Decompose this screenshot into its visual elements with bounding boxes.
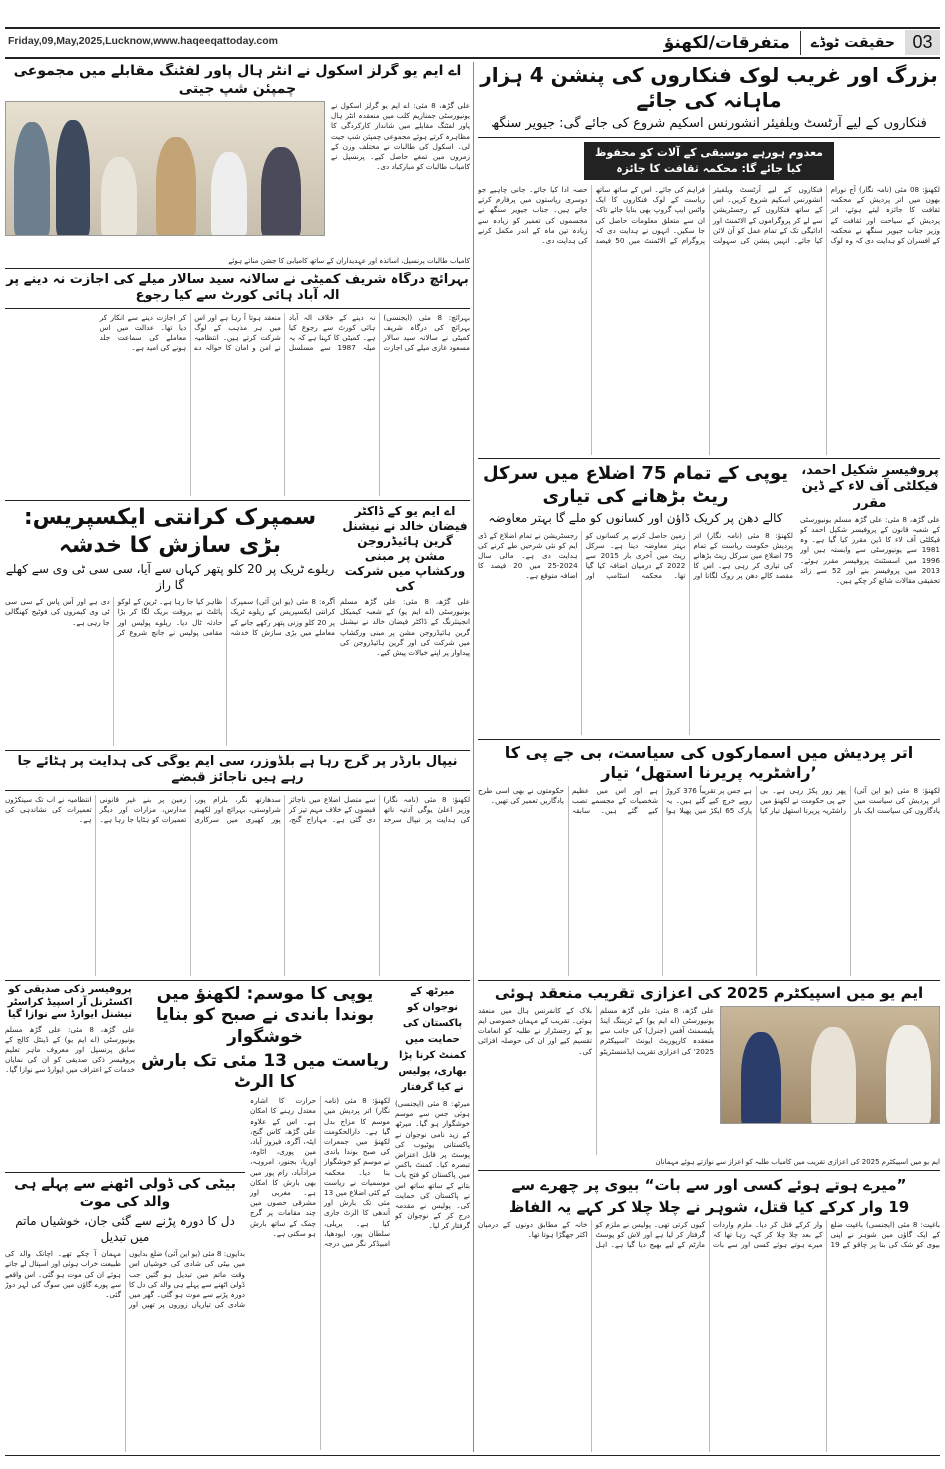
masthead <box>664 30 940 55</box>
headline-faizan: اے ایم یو کے ڈاکٹر فیضان خالد نے نیشنل گرین ہائیڈروجن مشن پر مبنی ورکشاپ میں شرکت کی <box>342 504 468 593</box>
headline-sampark: سمپرک کرانتی ایکسپریس: بڑی سازش کا خدشہ <box>23 505 317 558</box>
article-circle-rate <box>478 463 793 735</box>
person-figure <box>14 122 50 236</box>
person-figure <box>261 147 301 236</box>
article-body-dean: علی گڑھ، 8 مئی: علی گڑھ مسلم یونیورسٹی کے شعبہ قانون کے پروفیسر شکیل احمد کو فیکلٹی آف لاء کا ڈین مقرر کیا گیا ہے۔ وہ 1981 سے یونیورسٹی سے وابستہ ہیں اور 1996 میں اسسٹنٹ پروفیسر مقرر ہوئے۔ 2013 میں پروفیسر بنے اور 52 سے زائد تحقیقی مقالات شائع کر چکے ہیں۔ <box>800 514 940 585</box>
article-body-pension: لکھنؤ: 08 مئی (نامہ نگار) آج نورام بھون میں اتر پردیش کے محکمہ ثقافت کا جائزہ لیتے ہوئے، اتر پردیش کے سیاحت اور ثقافت کے وزیر جناب جیویر سنگھ نے محکمہ کے افسران کو ہدایت دی کہ وہ لوک فنکاروں کے لیے آرٹسٹ ویلفیئر انشورنس اسکیم شروع کریں۔ اس کے ساتھ فنکاروں کے رجسٹریشن سے لے کر پروگراموں کے الاٹمنٹ اور ادائیگی تک کے تمام عمل کو آن لائن کیا جائے۔ انہیں پنشن کی سہولت فراہم کی جائے۔ اس کے ساتھ ساتھ ریاست کے لوک فنکاروں کا ایک واٹس ایپ گروپ بھی بنایا جائے تاکہ ان سے متعلق معلومات حاصل کی جا سکیں۔ انہوں نے ہدایت دی کہ پروگرام کے الاٹمنٹ میں 50 فیصد حصہ ادا کیا جائے۔ جانی چاہیے جو دوسری ریاستوں میں پرفارم کرتے جاتے ہیں۔ جناب جیویر سنگھ نے مجسموں کی تعمیر کو زیادہ سے زیادہ تین ماہ کے اندر مکمل کرنے کی ہدایت دی۔ <box>478 184 940 245</box>
article-dean <box>800 463 940 735</box>
article-memorials <box>478 743 940 976</box>
article-body-weather: لکھنؤ: 8 مئی (نامہ نگار) اتر پردیش میں موسم کا مزاج بدل گیا ہے۔ دارالحکومت لکھنؤ میں جمعرات کی صبح بوندا باندی نے موسم کو خوشگوار بنا دیا۔ محکمہ موسمیات نے ریاست کے کئی اضلاع میں 13 مئی تک بارش اور آندھی کا الرٹ جاری کیا ہے۔ بریلی، سلطان پور، ایودھیا، امبیڈکر نگر میں درجہ حرارت کا اشارہ معتدل رہنے کا امکان ہے۔ اس کے علاوہ علی گڑھ، کاس گنج، ایٹہ، آگرہ، فیروز آباد، مین پوری، اٹاوہ، اوریا، بجنور، امروہہ، مرادآباد، رام پور میں بھی بارش کا امکان ہے۔ مغربی اور مشرقی حصوں میں چند مقامات پر گرج چمک کے ساتھ بارش ہو سکتی ہے۔ <box>250 1096 390 1249</box>
header-bottom-rule <box>5 57 940 59</box>
divider <box>478 980 940 981</box>
article-doli <box>5 1176 245 1452</box>
article-body-nepal: لکھنؤ: 8 مئی (نامہ نگار) وزیر اعلیٰ یوگی آدتیہ ناتھ کی ہدایت پر نیپال سرحد سے متصل اضلاع میں ناجائز قبضوں کے خلاف مہم تیز کر دی گئی ہے۔ مہاراج گنج، سدھارتھ نگر، بلرام پور، شراوستی، بہرائچ اور لکھیم پور کھیری میں سرکاری زمین پر بنے غیر قانونی مدارس، مزارات اور دیگر تعمیرات کو ہٹایا جا رہا ہے۔ انتظامیہ نے اب تک سینکڑوں تعمیرات کی نشاندہی کی ہے۔ <box>5 794 470 824</box>
headline-bahraich: بہرائچ درگاہ شریف کمیٹی نے سالانہ سید سالار میلے کی اجازت نہ دینے پر الہ آباد ہائی کورٹ سے کیا رجوع <box>6 272 469 304</box>
article-body-girls-school: علی گڑھ، 8 مئی: اے ایم یو گرلز اسکول نے یونیورسٹی جمنازیم کلب میں منعقدہ انٹر ہال پاور لفٹنگ مقابلے میں شاندار کارکردگی کا مظاہرہ کرتے ہوئے مجموعی چمپئن شپ جیت لی۔ اسکول کی طالبات نے مختلف وزن کے زمروں میں تمغے حاصل کیے۔ پرنسپل نے کامیاب طالبات کو مبارکباد دی۔ <box>331 101 470 172</box>
person-figure <box>156 137 196 236</box>
divider <box>478 739 940 740</box>
top-rule <box>5 27 940 29</box>
subhead-husband: 19 وار کرکے کیا قتل، شوہر نے چلا چلا کر کہے یہ الفاظ <box>508 1197 910 1216</box>
masthead-logo: حقیقت ٹوڈے <box>810 34 895 51</box>
article-sampark <box>5 504 335 746</box>
divider <box>5 790 470 791</box>
subhead-weather: ریاست میں 13 مئی تک بارش کا الرٹ <box>141 1050 389 1092</box>
article-body-meerut: میرٹھ: 8 مئی (ایجنسی) ہوئی جس سے موسم خوشگوار ہو گیا۔ میرٹھ کے زید نامی نوجوان نے پاکستانی یوٹیوب کی پوسٹ پر قابل اعتراض تبصرہ کیا۔ کمنٹ باکس میں پاکستان کو فتح یاب بتانے کے ساتھ ساتھ اس نے پاکستان کی حمایت کی۔ پولیس نے مقدمہ درج کر کے نوجوان کو گرفتار کر لیا۔ <box>395 1099 470 1231</box>
headline-weather: یوپی کا موسم: لکھنؤ میں بوندا باندی نے صبح کو بنایا خوشگوار <box>155 984 375 1047</box>
headline-pension: بزرگ اور غریب لوک فنکاروں کی پنشن 4 ہزار ماہانہ کی جائے <box>480 63 938 112</box>
headline-doli: بیٹی کی ڈولی اٹھنے سے پہلے ہی والد کی موت <box>14 1176 236 1210</box>
headline-spectrum: ایم یو میں اسپیکٹرم 2025 کی اعزازی تقریب منعقد ہوئی <box>494 984 924 1002</box>
divider <box>5 268 470 269</box>
subhead-circle-rate: کالے دھن پر کریک ڈاؤن اور کسانوں کو ملے گا بہتر معاوضہ <box>488 511 783 525</box>
article-body-memorials: لکھنؤ: 8 مئی (یو این آئی) اتر پردیش کی سیاست میں یادگاروں کی سیاست ایک بار پھر زور پکڑ رہی ہے۔ بی جے پی حکومت نے لکھنؤ میں راشٹریہ پریرنا استھل تیار کیا ہے جس پر تقریباً 376 کروڑ روپے خرچ کیے گئے ہیں۔ یہ پارک 65 ایکڑ میں پھیلا ہوا ہے اور اس میں عظیم شخصیات کے مجسمے نصب کیے گئے ہیں۔ سابقہ حکومتوں نے بھی اسی طرح یادگاریں تعمیر کی تھیں۔ <box>478 786 940 816</box>
article-bahraich <box>5 272 470 496</box>
article-body-sampark: آگرہ: 8 مئی (یو این آئی) سمپرک کرانتی ایکسپریس کے ریلوے ٹریک پر 20 کلو وزنی پتھر رکھے جانے کے معاملے میں بڑی سازش کا خدشہ ظاہر کیا جا رہا ہے۔ ٹرین کے لوکو پائلٹ نے بروقت بریک لگا کر بڑا حادثہ ٹال دیا۔ ریلوے پولیس اور مقامی پولیس نے جانچ شروع کر دی ہے اور آس پاس کے سی سی ٹی وی کیمروں کی فوٹیج کھنگالی جا رہی ہے۔ <box>5 597 335 637</box>
subhead-doli: دل کا دورہ پڑنے سے گئی جان، خوشیاں ماتم میں تبدیل <box>15 1214 235 1244</box>
person-figure <box>56 120 90 236</box>
article-girls-school <box>5 63 470 266</box>
article-body-zaki: علی گڑھ، 8 مئی: علی گڑھ مسلم یونیورسٹی (اے ایم یو) کے ڈینٹل کالج کے سابق پرنسپل اور معروف ماہر تعلیم پروفیسر ذکی صدیقی کو ان کی نمایاں خدمات کے اعتراف میں ایوارڈ سے نوازا گیا۔ <box>5 1024 135 1075</box>
person-figure <box>211 152 247 236</box>
article-pension <box>478 63 940 455</box>
subhead-sampark: ریلوے ٹریک پر 20 کلو پتھر کہاں سے آیا، سی سی ٹی وی سے کھلے گا راز <box>5 562 335 592</box>
divider <box>5 1172 245 1173</box>
article-body-bahraich: بہرائچ: 8 مئی (ایجنسی) بہرائچ کی درگاہ شریف کمیٹی نے سالانہ سید سالار مسعود غازی میلے کی اجازت نہ دینے کے خلاف الہ آباد ہائی کورٹ سے رجوع کیا ہے۔ کمیٹی کا کہنا ہے کہ یہ میلہ 1987 سے مسلسل منعقد ہوتا آ رہا ہے اور اس میں ہر مذہب کے لوگ شرکت کرتے ہیں۔ انتظامیہ نے امن و امان کا حوالہ دے کر اجازت دینے سے انکار کر دیا تھا۔ عدالت میں اس معاملے کی سماعت جلد ہونے کی امید ہے۔ <box>99 312 470 353</box>
person-figure <box>811 1027 856 1124</box>
article-body-faizan: علی گڑھ، 8 مئی: علی گڑھ مسلم یونیورسٹی (اے ایم یو) کے شعبہ کیمیکل انجینئرنگ کے ڈاکٹر فیضان خالد نے نیشنل گرین ہائیڈروجن مشن پر مبنی ورکشاپ میں شرکت کی اور گرین ہائیڈروجن کی پیداوار پر اپنے خیالات پیش کیے۔ <box>340 597 470 658</box>
page-number: 03 <box>905 30 940 55</box>
divider <box>5 500 470 501</box>
article-husband <box>478 1176 940 1452</box>
article-body-circle-rate: لکھنؤ: 8 مئی (نامہ نگار) اتر پردیش حکومت ریاست کے تمام 75 اضلاع میں سرکل ریٹ بڑھانے کی تیاری کر رہی ہے۔ اس کا مقصد کالے دھن پر روک لگانا اور زمین حاصل کرنے پر کسانوں کو بہتر معاوضہ دینا ہے۔ سرکل ریٹ میں آخری بار 2015 سے 2022 کے درمیان اضافہ کیا گیا تھا۔ محکمہ اسٹامپ اور رجسٹریشن نے تمام اضلاع کے ڈی ایم کو نئی شرحیں طے کرنے کی ہدایت دی ہے۔ مالی سال 2024-25 میں 20 فیصد کا اضافہ متوقع ہے۔ <box>478 530 793 581</box>
headline-nepal: نیپال بارڈر پر گرج رہا ہے بلڈوزر، سی ایم یوگی کی ہدایت پر ہٹائے جا رہے ہیں ناجائز قبضے <box>17 754 458 786</box>
headline-girls-school: اے ایم یو گرلز اسکول نے انٹر ہال پاور لفٹنگ مقابلے میں مجموعی چمپئن شپ جیتی <box>13 63 462 97</box>
column-divider <box>473 62 474 1452</box>
headline-memorials: اتر پردیش میں اسمارکوں کی سیاست، بی جے پی کا ’راشٹریہ پریرنا استھل‘ تیار <box>504 743 914 782</box>
headline-circle-rate: یوپی کے تمام 75 اضلاع میں سرکل ریٹ بڑھانے کی تیاری <box>482 463 789 507</box>
article-body-spectrum: علی گڑھ، 8 مئی: علی گڑھ مسلم یونیورسٹی (اے ایم یو) کے ٹریننگ اینڈ پلیسمنٹ آفس (جنرل) کی جانب سے منعقدہ کارپوریٹ ایونٹ ’اسپیکٹرم 2025‘ کی اعزازی تقریب ایڈمنسٹریٹو بلاک کے کانفرنس ہال میں منعقد ہوئی۔ تقریب کے مہمان خصوصی ایم یو کے رجسٹرار نے طلبہ کو انعامات تقسیم کیے اور ان کی حوصلہ افزائی کی۔ <box>478 1005 714 1056</box>
headline-dean: پروفیسر شکیل احمد، فیکلٹی آف لاء کے ڈین مقرر <box>801 463 939 511</box>
divider <box>478 1170 940 1171</box>
team-photo <box>5 101 325 236</box>
subhead-pension: فنکاروں کے لیے آرٹسٹ ویلفیئر انشورنس اسکیم شروع کی جائے گی: جیویر سنگھ <box>491 116 927 131</box>
photo-caption: ایم یو میں اسپیکٹرم 2025 کی اعزازی تقریب میں کامیاب طلبہ کو اعزاز سے نوازتے ہوئے مہمانان <box>655 1158 940 1166</box>
bottom-rule <box>5 1455 940 1456</box>
article-faizan <box>340 504 470 746</box>
dateline: Friday,09,May,2025,Lucknow,www.haqeeqattoday.com <box>8 35 278 47</box>
article-body-doli: بدایوں: 8 مئی (یو این آئی) ضلع بدایوں میں بیٹی کی شادی کی خوشیاں اس وقت ماتم میں تبدیل ہو گئیں جب ڈولی اٹھنے سے پہلے ہی والد کی دل کا دورہ پڑنے سے موت ہو گئی۔ گھر میں شادی کی تیاریاں زوروں پر تھیں اور مہمان آ چکے تھے۔ اچانک والد کی طبیعت خراب ہوئی اور اسپتال لے جاتے ہوئے ان کی موت ہو گئی۔ اس واقعے سے پورے گاؤں میں سوگ کی لہر دوڑ گئی۔ <box>5 1249 245 1310</box>
header-divider <box>800 31 801 55</box>
headline-husband: ”میرے ہوتے ہوئے کسی اور سے بات“ بیوی پر چھرے سے <box>511 1176 907 1194</box>
article-spectrum <box>478 984 940 1167</box>
article-zaki <box>5 984 135 1168</box>
event-photo <box>720 1006 940 1124</box>
article-body-husband: باغپت: 8 مئی (ایجنسی) باغپت ضلع کے ایک گاؤں میں شوہر نے اپنی بیوی کو شک کی بنا پر چاقو کے 19 وار کرکے قتل کر دیا۔ ملزم واردات کے بعد چلا چلا کر کہہ رہا تھا کہ میرے ہوتے ہوئے کسی اور سے بات کیوں کرتی تھی۔ پولیس نے ملزم کو گرفتار کر لیا ہے اور لاش کو پوسٹ مارٹم کے لیے بھیج دیا گیا ہے۔ اہل خانہ کے مطابق دونوں کے درمیان اکثر جھگڑا ہوتا تھا۔ <box>478 1219 940 1249</box>
person-figure <box>101 157 137 236</box>
person-figure <box>886 1025 931 1124</box>
divider <box>5 308 470 309</box>
divider <box>478 137 940 138</box>
person-figure <box>741 1032 781 1124</box>
article-nepal <box>5 754 470 976</box>
article-meerut <box>395 984 470 1450</box>
section-title: متفرقات/لکھنؤ <box>663 32 790 53</box>
divider <box>5 750 470 751</box>
headline-meerut: میرٹھ کے نوجوان کو پاکستان کی حمایت میں کمنٹ کرنا پڑا بھاری، پولیس نے کیا گرفتار <box>398 986 467 1093</box>
divider <box>478 458 940 459</box>
headline-zaki: پروفیسر ذکی صدیقی کو اکسٹرنل آر اسپیڈ کراسٹر نیشنل ایوارڈ سے نوازا گیا <box>7 984 133 1020</box>
divider <box>5 980 470 981</box>
highlight-box: معدوم ہورہے موسیقی کے آلات کو محفوظ کیا جائے گا: محکمہ ثقافت کا جائزہ <box>584 142 834 180</box>
photo-caption: کامیاب طالبات پرنسپل، اساتذہ اور عہدیداران کے ساتھ کامیابی کا جشن مناتے ہوئے <box>228 257 470 265</box>
